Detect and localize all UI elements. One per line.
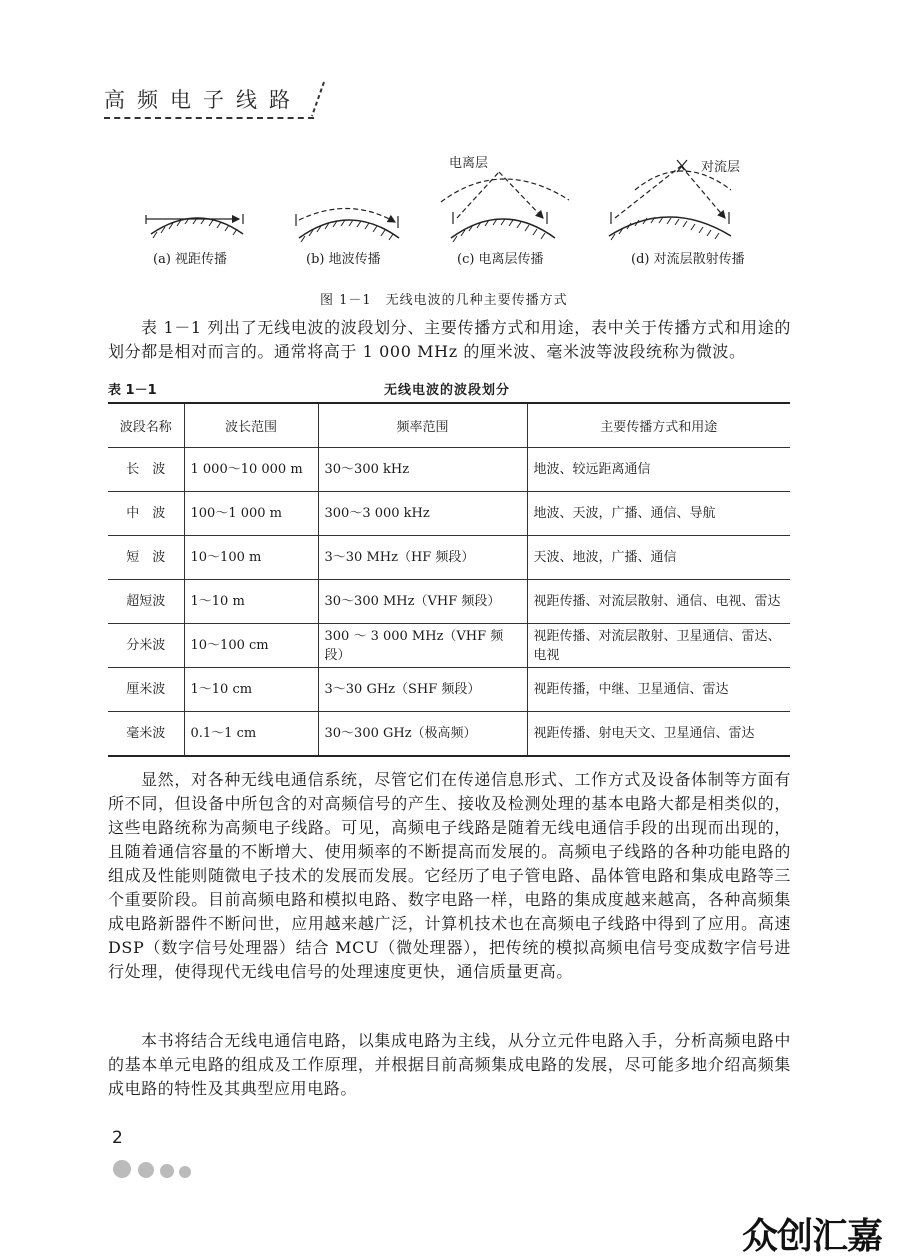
band-name: 超短波 <box>108 580 184 624</box>
wavelength: 1～10 m <box>184 580 318 624</box>
usage: 视距传播、对流层散射、通信、电视、雷达 <box>527 580 790 624</box>
table-row <box>108 668 790 712</box>
frequency: 3～30 GHz（SHF 频段） <box>318 668 527 712</box>
band-name: 分米波 <box>108 624 184 668</box>
troposphere-label: 对流层 <box>701 160 741 175</box>
usage: 天波、地波，广播、通信 <box>527 536 790 580</box>
outro-text: 本书将结合无线电通信电路，以集成电路为主线，从分立元件电路入手，分析高频电路中的基本单元电路的组成及工作原理，并根据目前高频集成电路的发展，尽可能多地介绍高频集成电路的特性及其典型应用电路。 <box>108 1031 791 1098</box>
ionosphere-label: 电离层 <box>449 156 489 171</box>
header-dashed-rule <box>104 117 314 119</box>
table-header-row <box>108 403 790 448</box>
subfigure-a-line-of-sight <box>146 214 243 238</box>
subfigure-c-caption: (c) 电离层传播 <box>457 252 544 267</box>
frequency: 300 ～ 3 000 MHz（VHF 频段） <box>318 624 527 668</box>
book-title: 高频电子线路 <box>104 88 302 112</box>
wave-band-table <box>108 402 790 757</box>
publisher-watermark: 众创汇嘉 <box>742 1216 883 1257</box>
table-row <box>108 492 790 536</box>
usage: 地波、较远距离通信 <box>527 448 790 492</box>
running-header <box>104 84 344 124</box>
figure-caption: 图 1－1 无线电波的几种主要传播方式 <box>320 293 568 308</box>
usage: 视距传播，中继、卫星通信、雷达 <box>527 668 790 712</box>
table-row <box>108 580 790 624</box>
band-name: 短 波 <box>108 536 184 580</box>
usage: 视距传播、射电天文、卫星通信、雷达 <box>527 712 790 757</box>
subfigure-b-caption: (b) 地波传播 <box>306 252 381 267</box>
subfigure-d-caption: (d) 对流层散射传播 <box>631 252 745 267</box>
intro-text: 表 1－1 列出了无线电波的波段划分、主要传播方式和用途，表中关于传播方式和用途的划分都是相对而言的。通常将高于 1 000 MHz 的厘米波、毫米波等波段统称为微波。 <box>108 318 791 361</box>
table-row <box>108 624 790 668</box>
frequency: 30～300 MHz（VHF 频段） <box>318 580 527 624</box>
col-header-frequency: 频率范围 <box>318 403 527 448</box>
col-header-wavelength: 波长范围 <box>184 403 318 448</box>
outro-paragraph <box>108 1029 791 1101</box>
wavelength: 100～1 000 m <box>184 492 318 536</box>
table-id: 表 1－1 <box>108 383 157 398</box>
frequency: 3～30 MHz（HF 频段） <box>318 536 527 580</box>
subfigure-c-ionosphere <box>441 172 569 242</box>
figure-propagation-modes <box>141 152 761 272</box>
table-row <box>108 712 790 757</box>
wavelength: 1～10 cm <box>184 668 318 712</box>
usage: 视距传播、对流层散射、卫星通信、雷达、电视 <box>527 624 790 668</box>
band-name: 毫米波 <box>108 712 184 757</box>
table-title: 无线电波的波段划分 <box>384 383 511 398</box>
wavelength: 0.1～1 cm <box>184 712 318 757</box>
body-paragraph <box>108 768 791 984</box>
frequency: 30～300 GHz（极高频） <box>318 712 527 757</box>
subfigure-a-caption: (a) 视距传播 <box>153 252 228 267</box>
page-number: 2 <box>112 1128 123 1148</box>
col-header-usage: 主要传播方式和用途 <box>527 403 790 448</box>
wavelength: 10～100 cm <box>184 624 318 668</box>
usage: 地波、天波，广播、通信、导航 <box>527 492 790 536</box>
subfigure-b-ground-wave <box>296 208 399 242</box>
table-row <box>108 448 790 492</box>
band-name: 中 波 <box>108 492 184 536</box>
band-name: 厘米波 <box>108 668 184 712</box>
wavelength: 10～100 m <box>184 536 318 580</box>
table-row <box>108 536 790 580</box>
band-name: 长 波 <box>108 448 184 492</box>
wavelength: 1 000～10 000 m <box>184 448 318 492</box>
frequency: 30～300 kHz <box>318 448 527 492</box>
footer-dots-decoration <box>112 1158 196 1180</box>
intro-paragraph <box>108 316 791 364</box>
body-text: 显然，对各种无线电通信系统，尽管它们在传递信息形式、工作方式及设备体制等方面有所不同，但设备中所包含的对高频信号的产生、接收及检测处理的基本电路大都是相类似的，这些电路统称为高频电子线路。可见，高频电子线路是随着无线电通信手段的出现而出现的，且随着通信容量的不断增大、使用频率的不断提高而发展的。高频电子线路的各种功能电路的组成及性能则随微电子技术的发展而发展。它经历了电子管电路、晶体管电路和集成电路等三个重要阶段。目前高频电路和模拟电路、数字电路一样，电路的集成度越来越高，各种高频集成电路新器件不断问世，应用越来越广泛，计算机技术也在高频电子线路中得到了应用。高速 DSP（数字信号处理器）结合 MCU（微处理器），把传统的模拟高频电信号变成数字信号进行处理，使得现代无线电信号的处理速度更快，通信质量更高。 <box>108 770 791 981</box>
frequency: 300～3 000 kHz <box>318 492 527 536</box>
header-slash-decoration <box>308 80 328 120</box>
col-header-band-name: 波段名称 <box>108 403 184 448</box>
